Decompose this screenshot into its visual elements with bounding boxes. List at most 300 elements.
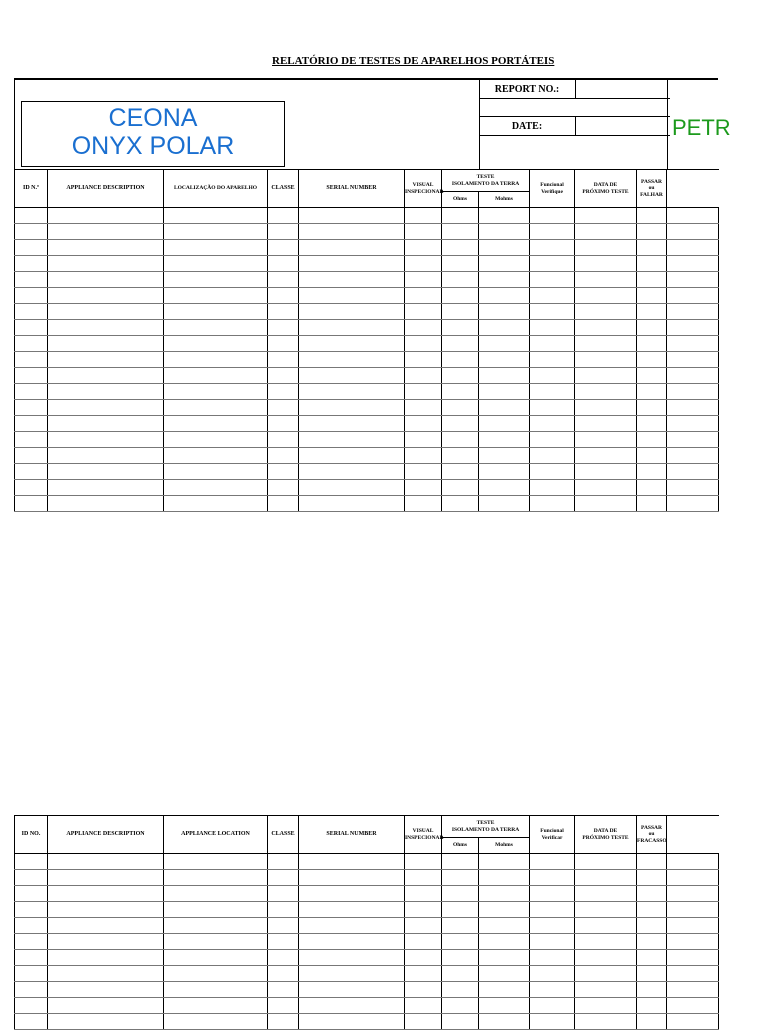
table-cell[interactable]: [405, 464, 442, 480]
table-cell[interactable]: [575, 448, 637, 464]
table-cell[interactable]: [575, 416, 637, 432]
table-cell[interactable]: [530, 336, 575, 352]
table-cell[interactable]: [405, 854, 442, 870]
table-cell[interactable]: [164, 480, 268, 496]
table-cell[interactable]: [479, 966, 530, 982]
table-cell[interactable]: [442, 870, 479, 886]
table-cell[interactable]: [442, 496, 479, 512]
table-cell[interactable]: [164, 1014, 268, 1030]
table-cell[interactable]: [530, 288, 575, 304]
table-cell[interactable]: [479, 272, 530, 288]
table-cell[interactable]: [637, 448, 667, 464]
table-cell[interactable]: [575, 464, 637, 480]
table-cell[interactable]: [48, 464, 164, 480]
table-cell[interactable]: [530, 384, 575, 400]
table-cell[interactable]: [575, 240, 637, 256]
table-cell[interactable]: [268, 1014, 299, 1030]
table-cell[interactable]: [268, 336, 299, 352]
table-cell[interactable]: [48, 336, 164, 352]
table-cell[interactable]: [268, 400, 299, 416]
table-cell[interactable]: [299, 464, 405, 480]
table-cell[interactable]: [48, 432, 164, 448]
table-cell[interactable]: [667, 966, 719, 982]
table-cell[interactable]: [164, 886, 268, 902]
table-cell[interactable]: [299, 256, 405, 272]
table-cell[interactable]: [164, 966, 268, 982]
table-cell[interactable]: [15, 480, 48, 496]
table-cell[interactable]: [667, 224, 719, 240]
table-cell[interactable]: [637, 400, 667, 416]
table-cell[interactable]: [48, 352, 164, 368]
table-cell[interactable]: [637, 950, 667, 966]
table-cell[interactable]: [575, 368, 637, 384]
table-cell[interactable]: [530, 400, 575, 416]
table-cell[interactable]: [530, 240, 575, 256]
table-cell[interactable]: [637, 870, 667, 886]
table-cell[interactable]: [15, 256, 48, 272]
table-cell[interactable]: [667, 352, 719, 368]
table-cell[interactable]: [530, 934, 575, 950]
table-cell[interactable]: [48, 886, 164, 902]
table-cell[interactable]: [268, 982, 299, 998]
table-cell[interactable]: [667, 304, 719, 320]
table-cell[interactable]: [268, 208, 299, 224]
table-cell[interactable]: [164, 304, 268, 320]
table-cell[interactable]: [164, 902, 268, 918]
table-cell[interactable]: [405, 320, 442, 336]
table-cell[interactable]: [15, 352, 48, 368]
table-cell[interactable]: [530, 854, 575, 870]
table-cell[interactable]: [48, 480, 164, 496]
table-cell[interactable]: [48, 416, 164, 432]
table-cell[interactable]: [405, 982, 442, 998]
table-cell[interactable]: [299, 272, 405, 288]
table-cell[interactable]: [442, 854, 479, 870]
table-cell[interactable]: [268, 950, 299, 966]
table-cell[interactable]: [299, 240, 405, 256]
table-cell[interactable]: [575, 256, 637, 272]
table-cell[interactable]: [299, 336, 405, 352]
table-cell[interactable]: [479, 934, 530, 950]
table-cell[interactable]: [15, 400, 48, 416]
table-cell[interactable]: [667, 368, 719, 384]
table-cell[interactable]: [299, 320, 405, 336]
table-cell[interactable]: [48, 966, 164, 982]
table-cell[interactable]: [405, 384, 442, 400]
table-cell[interactable]: [442, 1014, 479, 1030]
table-cell[interactable]: [15, 1014, 48, 1030]
table-cell[interactable]: [575, 384, 637, 400]
table-cell[interactable]: [48, 368, 164, 384]
table-cell[interactable]: [442, 448, 479, 464]
table-cell[interactable]: [637, 982, 667, 998]
table-cell[interactable]: [667, 870, 719, 886]
table-cell[interactable]: [442, 998, 479, 1014]
table-cell[interactable]: [667, 384, 719, 400]
table-cell[interactable]: [530, 304, 575, 320]
table-cell[interactable]: [299, 998, 405, 1014]
table-cell[interactable]: [299, 950, 405, 966]
table-cell[interactable]: [268, 886, 299, 902]
table-cell[interactable]: [479, 1014, 530, 1030]
table-cell[interactable]: [405, 918, 442, 934]
table-cell[interactable]: [268, 352, 299, 368]
table-cell[interactable]: [405, 272, 442, 288]
table-cell[interactable]: [299, 368, 405, 384]
table-cell[interactable]: [575, 870, 637, 886]
table-cell[interactable]: [268, 464, 299, 480]
table-cell[interactable]: [530, 448, 575, 464]
table-cell[interactable]: [268, 224, 299, 240]
table-cell[interactable]: [268, 966, 299, 982]
table-cell[interactable]: [268, 272, 299, 288]
table-cell[interactable]: [48, 384, 164, 400]
table-cell[interactable]: [268, 240, 299, 256]
table-cell[interactable]: [479, 902, 530, 918]
table-cell[interactable]: [405, 400, 442, 416]
table-cell[interactable]: [530, 368, 575, 384]
table-cell[interactable]: [164, 240, 268, 256]
table-cell[interactable]: [299, 886, 405, 902]
table-cell[interactable]: [15, 304, 48, 320]
table-cell[interactable]: [479, 336, 530, 352]
table-cell[interactable]: [637, 966, 667, 982]
table-cell[interactable]: [405, 368, 442, 384]
table-cell[interactable]: [479, 950, 530, 966]
table-cell[interactable]: [268, 854, 299, 870]
table-cell[interactable]: [15, 384, 48, 400]
table-cell[interactable]: [479, 304, 530, 320]
table-cell[interactable]: [48, 982, 164, 998]
table-cell[interactable]: [479, 886, 530, 902]
table-cell[interactable]: [530, 416, 575, 432]
table-cell[interactable]: [299, 1014, 405, 1030]
table-cell[interactable]: [530, 432, 575, 448]
table-cell[interactable]: [268, 998, 299, 1014]
table-cell[interactable]: [48, 288, 164, 304]
table-cell[interactable]: [479, 448, 530, 464]
table-cell[interactable]: [575, 208, 637, 224]
table-cell[interactable]: [637, 416, 667, 432]
table-cell[interactable]: [637, 918, 667, 934]
table-cell[interactable]: [15, 918, 48, 934]
table-cell[interactable]: [405, 870, 442, 886]
table-cell[interactable]: [530, 272, 575, 288]
table-cell[interactable]: [299, 304, 405, 320]
table-cell[interactable]: [637, 934, 667, 950]
table-cell[interactable]: [48, 240, 164, 256]
table-cell[interactable]: [48, 934, 164, 950]
table-cell[interactable]: [637, 902, 667, 918]
table-cell[interactable]: [164, 998, 268, 1014]
table-cell[interactable]: [479, 432, 530, 448]
table-cell[interactable]: [479, 320, 530, 336]
table-cell[interactable]: [164, 224, 268, 240]
table-cell[interactable]: [479, 854, 530, 870]
table-cell[interactable]: [637, 320, 667, 336]
table-cell[interactable]: [164, 320, 268, 336]
table-cell[interactable]: [15, 886, 48, 902]
table-cell[interactable]: [575, 432, 637, 448]
table-cell[interactable]: [667, 934, 719, 950]
table-cell[interactable]: [479, 464, 530, 480]
table-cell[interactable]: [442, 966, 479, 982]
table-cell[interactable]: [15, 966, 48, 982]
table-cell[interactable]: [637, 1014, 667, 1030]
table-cell[interactable]: [15, 464, 48, 480]
table-cell[interactable]: [268, 256, 299, 272]
table-cell[interactable]: [442, 336, 479, 352]
table-cell[interactable]: [299, 902, 405, 918]
table-cell[interactable]: [530, 1014, 575, 1030]
table-cell[interactable]: [299, 480, 405, 496]
table-cell[interactable]: [637, 208, 667, 224]
table-cell[interactable]: [575, 352, 637, 368]
table-cell[interactable]: [442, 918, 479, 934]
table-cell[interactable]: [268, 918, 299, 934]
table-cell[interactable]: [442, 288, 479, 304]
table-cell[interactable]: [405, 224, 442, 240]
table-cell[interactable]: [48, 870, 164, 886]
table-cell[interactable]: [575, 934, 637, 950]
table-cell[interactable]: [479, 384, 530, 400]
table-cell[interactable]: [667, 448, 719, 464]
table-cell[interactable]: [268, 870, 299, 886]
table-cell[interactable]: [15, 208, 48, 224]
table-cell[interactable]: [667, 902, 719, 918]
table-cell[interactable]: [442, 224, 479, 240]
table-cell[interactable]: [479, 496, 530, 512]
table-cell[interactable]: [48, 1014, 164, 1030]
table-cell[interactable]: [575, 966, 637, 982]
table-cell[interactable]: [48, 400, 164, 416]
table-cell[interactable]: [268, 304, 299, 320]
table-cell[interactable]: [164, 288, 268, 304]
table-cell[interactable]: [667, 480, 719, 496]
table-cell[interactable]: [442, 320, 479, 336]
table-cell[interactable]: [15, 950, 48, 966]
table-cell[interactable]: [299, 966, 405, 982]
table-cell[interactable]: [575, 272, 637, 288]
table-cell[interactable]: [164, 982, 268, 998]
table-cell[interactable]: [164, 934, 268, 950]
table-cell[interactable]: [530, 870, 575, 886]
table-cell[interactable]: [575, 496, 637, 512]
table-cell[interactable]: [299, 854, 405, 870]
table-cell[interactable]: [530, 224, 575, 240]
table-cell[interactable]: [48, 998, 164, 1014]
table-cell[interactable]: [479, 256, 530, 272]
table-cell[interactable]: [268, 448, 299, 464]
table-cell[interactable]: [479, 998, 530, 1014]
table-cell[interactable]: [442, 208, 479, 224]
table-cell[interactable]: [442, 950, 479, 966]
table-cell[interactable]: [637, 384, 667, 400]
table-cell[interactable]: [164, 496, 268, 512]
table-cell[interactable]: [164, 464, 268, 480]
table-cell[interactable]: [667, 998, 719, 1014]
table-cell[interactable]: [164, 416, 268, 432]
table-cell[interactable]: [575, 336, 637, 352]
table-cell[interactable]: [299, 416, 405, 432]
table-cell[interactable]: [637, 352, 667, 368]
table-cell[interactable]: [575, 918, 637, 934]
table-cell[interactable]: [442, 368, 479, 384]
table-cell[interactable]: [15, 288, 48, 304]
table-cell[interactable]: [15, 416, 48, 432]
table-cell[interactable]: [667, 256, 719, 272]
table-cell[interactable]: [405, 480, 442, 496]
table-cell[interactable]: [667, 208, 719, 224]
table-cell[interactable]: [268, 432, 299, 448]
table-cell[interactable]: [15, 448, 48, 464]
table-cell[interactable]: [164, 272, 268, 288]
table-cell[interactable]: [299, 448, 405, 464]
table-cell[interactable]: [575, 998, 637, 1014]
table-cell[interactable]: [164, 352, 268, 368]
table-cell[interactable]: [48, 272, 164, 288]
table-cell[interactable]: [637, 272, 667, 288]
table-cell[interactable]: [164, 256, 268, 272]
table-cell[interactable]: [479, 870, 530, 886]
table-cell[interactable]: [667, 272, 719, 288]
table-cell[interactable]: [530, 950, 575, 966]
table-cell[interactable]: [48, 918, 164, 934]
table-cell[interactable]: [479, 918, 530, 934]
table-cell[interactable]: [164, 448, 268, 464]
table-cell[interactable]: [667, 432, 719, 448]
table-cell[interactable]: [637, 998, 667, 1014]
table-cell[interactable]: [667, 416, 719, 432]
table-cell[interactable]: [575, 304, 637, 320]
table-cell[interactable]: [479, 208, 530, 224]
table-cell[interactable]: [15, 240, 48, 256]
table-cell[interactable]: [667, 886, 719, 902]
table-cell[interactable]: [479, 480, 530, 496]
table-cell[interactable]: [575, 320, 637, 336]
table-cell[interactable]: [164, 918, 268, 934]
table-cell[interactable]: [575, 982, 637, 998]
table-cell[interactable]: [15, 982, 48, 998]
table-cell[interactable]: [405, 1014, 442, 1030]
table-cell[interactable]: [575, 886, 637, 902]
table-cell[interactable]: [530, 256, 575, 272]
table-cell[interactable]: [530, 998, 575, 1014]
table-cell[interactable]: [530, 902, 575, 918]
table-cell[interactable]: [637, 496, 667, 512]
table-cell[interactable]: [575, 400, 637, 416]
table-cell[interactable]: [268, 902, 299, 918]
table-cell[interactable]: [637, 336, 667, 352]
table-cell[interactable]: [268, 384, 299, 400]
table-cell[interactable]: [405, 208, 442, 224]
table-cell[interactable]: [575, 902, 637, 918]
table-cell[interactable]: [667, 1014, 719, 1030]
table-cell[interactable]: [479, 416, 530, 432]
table-cell[interactable]: [575, 480, 637, 496]
table-cell[interactable]: [575, 288, 637, 304]
table-cell[interactable]: [442, 432, 479, 448]
table-cell[interactable]: [48, 950, 164, 966]
table-cell[interactable]: [442, 464, 479, 480]
table-cell[interactable]: [164, 384, 268, 400]
table-cell[interactable]: [15, 854, 48, 870]
table-cell[interactable]: [15, 224, 48, 240]
table-cell[interactable]: [15, 902, 48, 918]
table-cell[interactable]: [667, 854, 719, 870]
report-no-field[interactable]: [575, 80, 670, 98]
table-cell[interactable]: [15, 432, 48, 448]
table-cell[interactable]: [637, 224, 667, 240]
table-cell[interactable]: [442, 256, 479, 272]
table-cell[interactable]: [637, 368, 667, 384]
table-cell[interactable]: [575, 1014, 637, 1030]
table-cell[interactable]: [164, 432, 268, 448]
table-cell[interactable]: [479, 288, 530, 304]
table-cell[interactable]: [530, 886, 575, 902]
table-cell[interactable]: [299, 496, 405, 512]
table-cell[interactable]: [299, 918, 405, 934]
table-cell[interactable]: [48, 224, 164, 240]
table-cell[interactable]: [530, 480, 575, 496]
table-cell[interactable]: [442, 352, 479, 368]
table-cell[interactable]: [48, 448, 164, 464]
table-cell[interactable]: [405, 256, 442, 272]
table-cell[interactable]: [299, 224, 405, 240]
table-cell[interactable]: [15, 336, 48, 352]
table-cell[interactable]: [15, 934, 48, 950]
table-cell[interactable]: [442, 982, 479, 998]
table-cell[interactable]: [479, 352, 530, 368]
table-cell[interactable]: [299, 400, 405, 416]
table-cell[interactable]: [667, 982, 719, 998]
table-cell[interactable]: [164, 870, 268, 886]
table-cell[interactable]: [667, 288, 719, 304]
table-cell[interactable]: [15, 496, 48, 512]
table-cell[interactable]: [637, 256, 667, 272]
table-cell[interactable]: [667, 496, 719, 512]
table-cell[interactable]: [479, 368, 530, 384]
table-cell[interactable]: [299, 208, 405, 224]
table-cell[interactable]: [405, 950, 442, 966]
table-cell[interactable]: [530, 496, 575, 512]
table-cell[interactable]: [530, 966, 575, 982]
table-cell[interactable]: [575, 854, 637, 870]
table-cell[interactable]: [442, 902, 479, 918]
table-cell[interactable]: [442, 416, 479, 432]
table-cell[interactable]: [268, 934, 299, 950]
table-cell[interactable]: [667, 240, 719, 256]
table-cell[interactable]: [164, 400, 268, 416]
table-cell[interactable]: [405, 288, 442, 304]
table-cell[interactable]: [442, 400, 479, 416]
table-cell[interactable]: [530, 320, 575, 336]
table-cell[interactable]: [405, 336, 442, 352]
table-cell[interactable]: [442, 272, 479, 288]
table-cell[interactable]: [637, 304, 667, 320]
table-cell[interactable]: [299, 384, 405, 400]
table-cell[interactable]: [637, 240, 667, 256]
table-cell[interactable]: [442, 384, 479, 400]
table-cell[interactable]: [667, 950, 719, 966]
table-cell[interactable]: [637, 432, 667, 448]
table-cell[interactable]: [405, 352, 442, 368]
table-cell[interactable]: [299, 352, 405, 368]
table-cell[interactable]: [575, 950, 637, 966]
table-cell[interactable]: [637, 854, 667, 870]
table-cell[interactable]: [667, 464, 719, 480]
table-cell[interactable]: [405, 432, 442, 448]
